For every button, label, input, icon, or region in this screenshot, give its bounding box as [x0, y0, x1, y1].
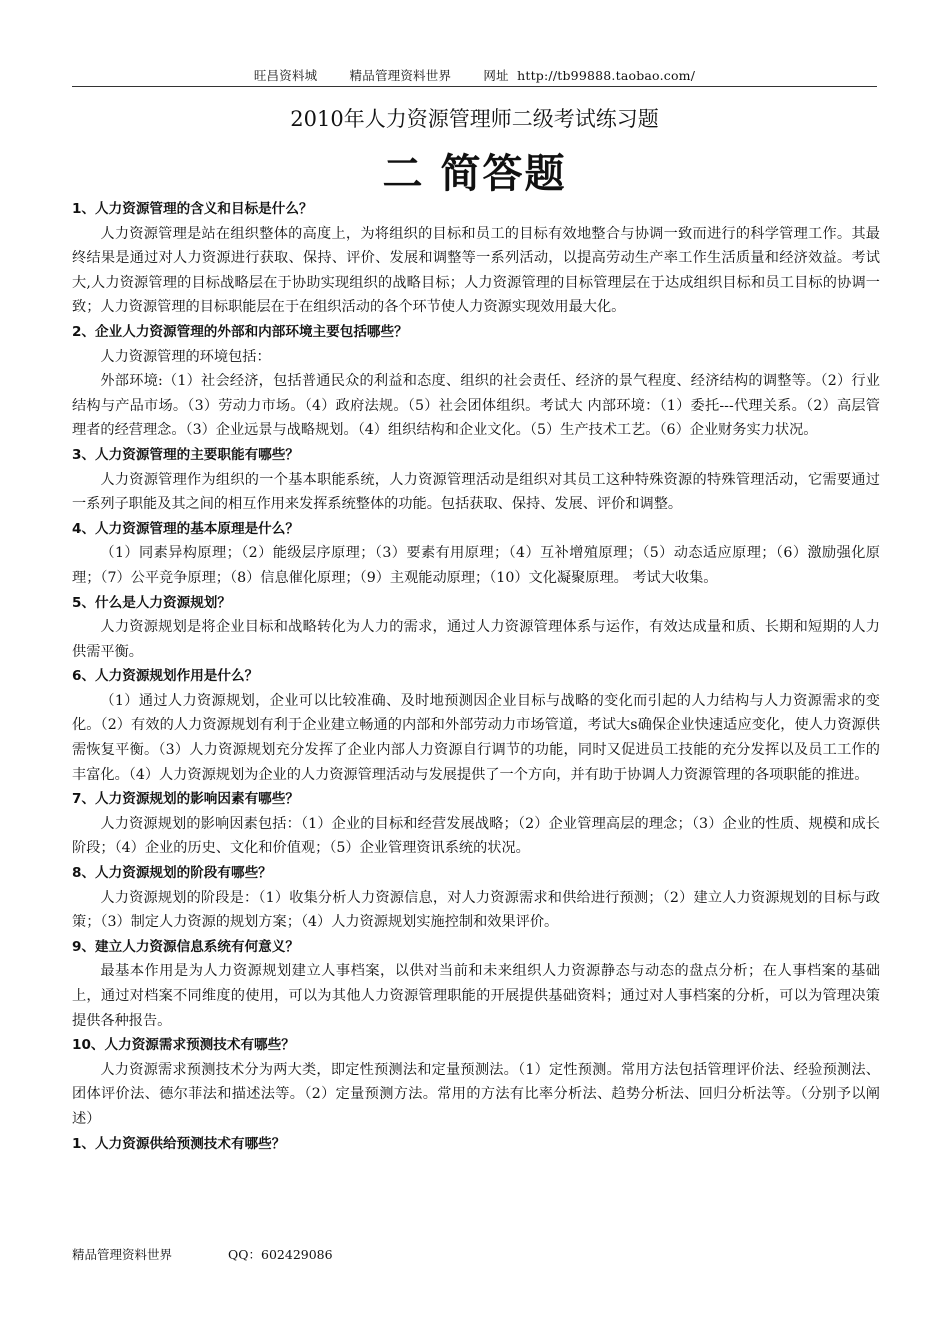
question-heading: 1、人力资源供给预测技术有哪些？ [72, 1135, 286, 1152]
footer-world-name: 精品管理资料世界 [72, 1247, 173, 1262]
document-title: 2010年人力资源管理师二级考试练习题 [290, 107, 659, 131]
document-body [72, 197, 880, 1156]
question-heading: 6、人力资源规划作用是什么？ [72, 668, 259, 685]
section-title: 二 简答题 [382, 151, 567, 197]
header-url-link[interactable]: http://tb99888.taobao.com/ [517, 68, 696, 83]
answer-paragraph: 人力资源管理的环境包括： [100, 348, 271, 365]
answer-paragraph: 人力资源规划的影响因素包括：（1）企业的目标和经营发展战略；（2）企业管理高层的理念；（3）企业的性质、规模和成长阶段；（4）企业的历史、文化和价值观；（5）企业管理资讯系统的状况。 [72, 815, 880, 857]
question-heading: 3、人力资源管理的主要职能有哪些？ [72, 446, 299, 463]
question-heading: 10、人力资源需求预测技术有哪些？ [72, 1037, 295, 1054]
answer-paragraph: 人力资源管理作为组织的一个基本职能系统，人力资源管理活动是组织对其员工这种特殊资源的特殊管理活动，它需要通过一系列子职能及其之间的相互作用来发挥系统整体的功能。包括获取、保持、发展、评价和调整。 [72, 471, 880, 513]
page-header [72, 66, 877, 84]
question-heading: 8、人力资源规划的阶段有哪些？ [72, 865, 272, 882]
question-heading: 7、人力资源规划的影响因素有哪些？ [72, 791, 299, 808]
question-heading: 9、建立人力资源信息系统有何意义？ [72, 938, 299, 955]
question-heading: 5、什么是人力资源规划？ [72, 594, 231, 611]
answer-paragraph: 人力资源规划是将企业目标和战略转化为人力的需求，通过人力资源管理体系与运作，有效达成量和质、长期和短期的人力供需平衡。 [72, 619, 880, 660]
answer-paragraph: （1）通过人力资源规划，企业可以比较准确、及时地预测因企业目标与战略的变化而引起的人力结构与人力资源需求的变化。（2）有效的人力资源规划有利于企业建立畅通的内部和外部劳动力市场管道，考试大s确保企业快速适应变化，使人力资源供需恢复平衡。（3）人力资源规划充分发挥了企业内部人力资源自行调节的功能，同时又促进员工技能的充分发挥以及员工工作的丰富化。（4）人力资源规划为企业的人力资源管理活动与发展提供了一个方向，并有助于协调人力资源管理的各项职能的推进。 [72, 692, 880, 783]
header-url-label: 网址 [483, 68, 509, 83]
answer-paragraph: （1）同素异构原理；（2）能级层序原理；（3）要素有用原理；（4）互补增殖原理；（5）动态适应原理；（6）激励强化原理；（7）公平竞争原理；（8）信息催化原理；（9）主观能动原理；（10）文化凝聚原理。 考试大收集。 [72, 545, 880, 586]
footer-qq: QQ：602429086 [228, 1247, 333, 1262]
page-footer [72, 1245, 333, 1263]
answer-paragraph: 人力资源规划的阶段是：（1）收集分析人力资源信息，对人力资源需求和供给进行预测；（2）建立人力资源规划的目标与政策；（3）制定人力资源的规划方案；（4）人力资源规划实施控制和效果评价。 [72, 889, 880, 931]
header-url [483, 68, 695, 83]
question-heading: 4、人力资源管理的基本原理是什么？ [72, 520, 299, 537]
header-world-name: 精品管理资料世界 [349, 68, 452, 83]
answer-paragraph: 最基本作用是为人力资源规划建立人事档案，以供对当前和未来组织人力资源静态与动态的盘点分析；在人事档案的基础上，通过对档案不同维度的使用，可以为其他人力资源管理职能的开展提供基础资料；通过对人事档案的分析，可以为管理决策提供各种报告。 [72, 963, 880, 1029]
header-divider [72, 86, 877, 87]
answer-paragraph: 外部环境:（1）社会经济，包括普通民众的利益和态度、组织的社会责任、经济的景气程度、经济结构的调整等。（2）行业结构与产品市场。（3）劳动力市场。（4）政府法规。（5）社会团体组织。考试大 内部环境：（1）委托---代理关系。（2）高层管理者的经营理念。（3）企业远景与战略规划。（4）组织结构和企业文化。（5）生产技术工艺。（6）企业财务实力状况。 [72, 373, 880, 439]
question-heading: 1、人力资源管理的含义和目标是什么？ [72, 201, 313, 217]
header-store-name: 旺昌资料城 [253, 68, 318, 83]
answer-paragraph: 人力资源管理是站在组织整体的高度上，为将组织的目标和员工的目标有效地整合与协调一致而进行的科学管理工作。其最终结果是通过对人力资源进行获取、保持、评价、发展和调整等一系列活动，以提高劳动生产率工作生活质量和经济效益。考试大,人力资源管理的目标战略层在于协助实现组织的战略目标；人力资源管理的目标管理层在于达成组织目标和员工目标的协调一致；人力资源管理的目标职能层在于在组织活动的各个环节使人力资源实现效用最大化。 [72, 225, 880, 316]
question-heading: 2、企业人力资源管理的外部和内部环境主要包括哪些？ [72, 323, 408, 340]
answer-paragraph: 人力资源需求预测技术分为两大类，即定性预测法和定量预测法。（1）定性预测。常用方法包括管理评价法、经验预测法、团体评价法、德尔菲法和描述法等。（2）定量预测方法。常用的方法有比率分析法、趋势分析法、回归分析法等。（分别予以阐述） [72, 1061, 880, 1127]
